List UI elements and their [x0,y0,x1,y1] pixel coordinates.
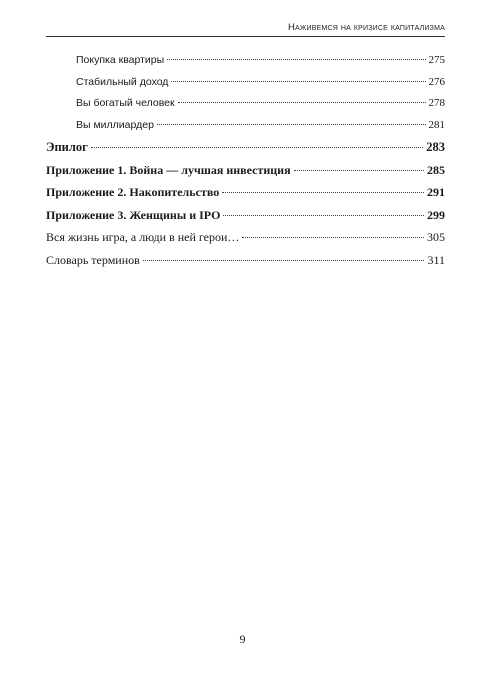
header-rule [46,36,445,37]
toc-entry-title: Приложение 1. Война — лучшая инвестиция [46,162,291,177]
dot-leader [143,260,425,261]
dot-leader [222,192,424,193]
toc-subentry [46,72,445,94]
toc-entry-page: 278 [428,97,445,109]
dot-leader [157,124,426,125]
table-of-contents [46,50,445,271]
toc-entry-title: Вы миллиардер [76,118,154,131]
toc-entry-page: 281 [428,118,445,131]
dot-leader [223,215,424,216]
dot-leader [242,237,424,238]
dot-leader [178,102,426,103]
dot-leader [294,170,424,171]
toc-entry-page: 305 [427,230,445,244]
toc-entry-page: 276 [428,75,445,88]
toc-entry-title: Стабильный доход [76,75,169,88]
dot-leader [91,147,423,148]
toc-entry-title: Вся жизнь игра, а люди в ней герои… [46,230,240,244]
dot-leader [171,81,425,82]
toc-entry-title: Приложение 2. Накопительство [46,185,220,199]
toc-entry-title: Эпилог [46,140,88,154]
toc-entry-page: 275 [428,54,445,66]
toc-entry-page: 311 [427,252,445,267]
dot-leader [167,59,425,60]
toc-entry-glossary [46,249,445,272]
toc-entry-epilogue [46,136,445,159]
toc-entry-title: Словарь терминов [46,252,140,267]
toc-entry-appendix-2 [46,181,445,204]
toc-subentry [46,115,445,137]
toc-entry-page: 285 [427,162,445,177]
toc-entry-page: 299 [427,207,445,222]
toc-entry-afterword [46,226,445,249]
toc-entry-page: 283 [426,140,445,154]
toc-entry-appendix-1 [46,159,445,182]
toc-entry-title: Приложение 3. Женщины и IPO [46,207,221,222]
toc-subentry [46,50,445,72]
toc-entry-page: 291 [427,185,445,199]
toc-subentry [46,93,445,115]
toc-entry-title: Покупка квартиры [76,54,165,66]
toc-entry-title: Вы богатый человек [76,97,175,109]
page-number: 9 [239,632,246,646]
toc-entry-appendix-3 [46,204,445,227]
running-header: Наживемся на кризисе капитализма [287,22,445,33]
